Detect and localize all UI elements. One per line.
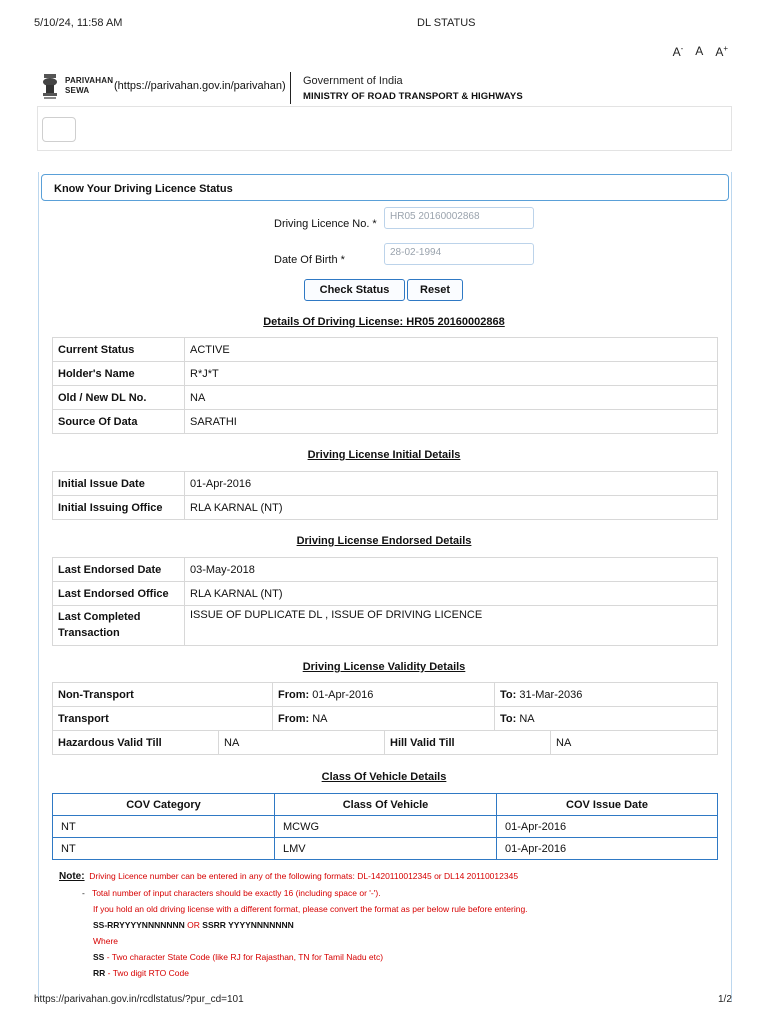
non-transport-label: Non-Transport: [53, 683, 273, 707]
font-decrease-label: A: [672, 45, 681, 59]
note-rr-line: [59, 965, 719, 981]
check-status-button[interactable]: Check Status: [304, 279, 405, 301]
cov-table: [52, 793, 718, 860]
font-increase-button[interactable]: [715, 44, 728, 59]
footer-page-number: 1/2: [718, 994, 732, 1005]
validity-details-title: Driving License Validity Details: [302, 661, 466, 673]
site-header: [38, 70, 738, 106]
note-line-1: [59, 868, 719, 885]
cov-cell: 01-Apr-2016: [497, 816, 718, 838]
note-label: Note:: [59, 871, 85, 882]
row-value: NA: [185, 386, 718, 410]
row-key: Last Endorsed Office: [53, 582, 185, 606]
details-table: [52, 337, 718, 434]
print-datetime: 5/10/24, 11:58 AM: [34, 17, 123, 29]
font-increase-label: A: [715, 45, 724, 59]
table-row: [53, 731, 718, 755]
table-row: [53, 410, 718, 434]
details-title: Details Of Driving License: HR05 20160002868: [263, 316, 505, 328]
row-key: Source Of Data: [53, 410, 185, 434]
table-row: [53, 582, 718, 606]
row-value: 01-Apr-2016: [185, 472, 718, 496]
dob-label: [274, 254, 345, 266]
table-row: [53, 362, 718, 386]
cov-cell: LMV: [275, 838, 497, 860]
dob-input[interactable]: 28-02-1994: [384, 243, 534, 265]
font-size-controls: [673, 44, 728, 59]
cov-details-title: Class Of Vehicle Details: [321, 771, 447, 783]
print-title: DL STATUS: [417, 17, 476, 29]
table-row: [53, 683, 718, 707]
panel-title: Know Your Driving Licence Status: [41, 174, 729, 201]
note-ss-line: [59, 949, 719, 965]
table-row: [53, 338, 718, 362]
non-transport-from: [273, 683, 495, 707]
ministry-label: MINISTRY OF ROAD TRANSPORT & HIGHWAYS: [303, 91, 523, 102]
note-line-3: If you hold an old driving license with a different format, please convert the format as per below rule before entering.: [93, 904, 528, 914]
from-value: 01-Apr-2016: [312, 688, 374, 701]
note-text-1: Driving Licence number can be entered in any of the following formats: DL-1420110012345 or DL14 20110012345: [89, 871, 519, 881]
note-format-line: [59, 917, 719, 933]
row-value: ISSUE OF DUPLICATE DL , ISSUE OF DRIVING LICENCE: [185, 606, 718, 646]
from-label: From:: [278, 688, 310, 701]
cov-cell: NT: [53, 838, 275, 860]
endorsed-details-table: [52, 557, 718, 646]
parivahan-logo[interactable]: [65, 76, 113, 96]
header-divider: [290, 72, 291, 104]
row-key: Initial Issuing Office: [53, 496, 185, 520]
navbar-container: [37, 106, 732, 151]
to-label: To:: [500, 712, 517, 725]
dob-label-text: Date Of Birth: [274, 254, 338, 266]
row-key: Initial Issue Date: [53, 472, 185, 496]
format-b: SSRR YYYYNNNNNNN: [202, 920, 294, 930]
non-transport-to: [495, 683, 718, 707]
ss-desc: - Two character State Code (like RJ for Rajasthan, TN for Tamil Nadu etc): [106, 952, 384, 962]
row-key: Last Endorsed Date: [53, 558, 185, 582]
government-label: Government of India: [303, 75, 403, 87]
table-row: [53, 838, 718, 860]
rr-key: RR: [93, 968, 106, 978]
required-mark: *: [340, 254, 345, 266]
validity-table: [52, 682, 718, 731]
national-emblem-icon: [38, 72, 62, 100]
reset-button[interactable]: Reset: [407, 279, 463, 301]
row-key: Old / New DL No.: [53, 386, 185, 410]
table-row: [53, 558, 718, 582]
brand-line1: PARIVAHAN: [65, 76, 114, 85]
transport-from: [273, 707, 495, 731]
table-row: [53, 472, 718, 496]
row-value: 03-May-2018: [185, 558, 718, 582]
cov-category-header: COV Category: [53, 794, 275, 816]
brand-line2: SEWA: [65, 86, 90, 95]
cov-cell: MCWG: [275, 816, 497, 838]
note-line-2: [59, 885, 719, 901]
note-text-2: Total number of input characters should be exactly 16 (including space or '-').: [91, 888, 381, 898]
cov-header-row: [53, 794, 718, 816]
row-key: Last Completed Transaction: [53, 606, 185, 646]
row-value: RLA KARNAL (NT): [185, 496, 718, 520]
cov-cell: NT: [53, 816, 275, 838]
dl-number-label: [274, 218, 377, 230]
row-key: Current Status: [53, 338, 185, 362]
table-row: [53, 386, 718, 410]
row-value: RLA KARNAL (NT): [185, 582, 718, 606]
validity-table-extra: [52, 730, 718, 755]
table-row: [53, 816, 718, 838]
note-dash: -: [82, 888, 85, 898]
to-value: NA: [519, 712, 535, 725]
from-value: NA: [312, 712, 328, 725]
row-value: R*J*T: [185, 362, 718, 386]
hill-value: NA: [551, 731, 718, 755]
format-a: SS-RRYYYYNNNNNNN: [93, 920, 185, 930]
row-key: Holder's Name: [53, 362, 185, 386]
from-label: From:: [278, 712, 310, 725]
required-mark: *: [372, 218, 377, 230]
initial-details-title: Driving License Initial Details: [307, 449, 461, 461]
footer-url: https://parivahan.gov.in/rcdlstatus/?pur_cd=101: [34, 994, 244, 1005]
table-row: [53, 606, 718, 646]
to-value: 31-Mar-2036: [519, 688, 583, 701]
initial-details-table: [52, 471, 718, 520]
format-or: OR: [187, 920, 200, 930]
note-where: Where: [93, 936, 119, 946]
brand-url-link[interactable]: (https://parivahan.gov.in/parivahan): [114, 80, 286, 92]
cov-cell: 01-Apr-2016: [497, 838, 718, 860]
class-of-vehicle-header: Class Of Vehicle: [275, 794, 497, 816]
table-row: [53, 496, 718, 520]
font-normal-button[interactable]: A: [695, 44, 704, 58]
hill-label: Hill Valid Till: [385, 731, 551, 755]
to-label: To:: [500, 688, 517, 701]
ss-key: SS: [93, 952, 105, 962]
font-decrease-sup: -: [680, 44, 684, 53]
dl-number-input[interactable]: HR05 20160002868: [384, 207, 534, 229]
cov-issue-date-header: COV Issue Date: [497, 794, 718, 816]
transport-to: [495, 707, 718, 731]
hazardous-label: Hazardous Valid Till: [53, 731, 219, 755]
transport-label: Transport: [53, 707, 273, 731]
endorsed-details-title: Driving License Endorsed Details: [296, 535, 472, 547]
font-increase-sup: +: [723, 44, 728, 53]
row-value: ACTIVE: [185, 338, 718, 362]
font-decrease-button[interactable]: [673, 44, 684, 59]
hazardous-value: NA: [219, 731, 385, 755]
notes-section: [59, 868, 719, 981]
row-value: SARATHI: [185, 410, 718, 434]
rr-desc: - Two digit RTO Code: [107, 968, 189, 978]
menu-toggle-button[interactable]: [42, 117, 76, 142]
table-row: [53, 707, 718, 731]
dl-number-label-text: Driving Licence No.: [274, 218, 370, 230]
